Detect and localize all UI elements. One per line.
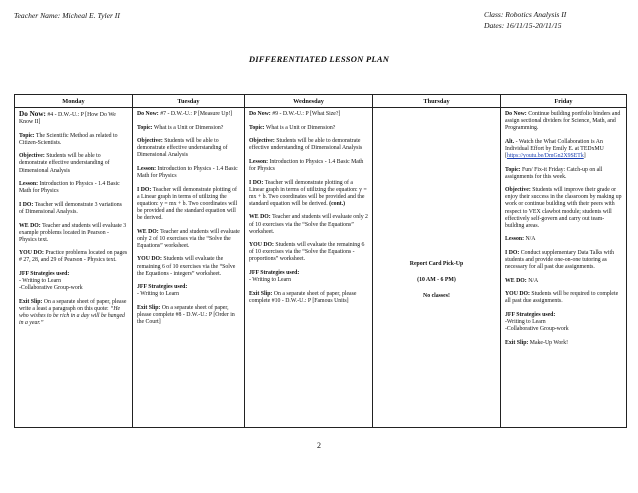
friday-wedo: WE DO: N/A: [505, 277, 539, 284]
dates: Dates: 16/11/15-20/11/15: [484, 21, 562, 30]
column-header-tuesday: Tuesday: [133, 95, 245, 108]
monday-ido: I DO: Teacher will demonstrate 3 variations of Dimensional Analysis.: [19, 201, 122, 215]
tuesday-exit-slip: Exit Slip: On a separate sheet of paper, please complete #8 - D.W.-U.: P [Order in the Court]: [137, 304, 235, 326]
friday-topic: Topic: Fun/ Fix-it Friday: Catch-up on all assignments for this week.: [505, 166, 603, 180]
monday-objective: Objective: Students will be able to demonstrate effective understanding of Dimensional Analysis: [19, 153, 110, 174]
tuesday-jff: JFF Strategies used: - Writing to Learn: [137, 284, 188, 298]
thursday-report-card: Report Card Pick-Up: [409, 261, 464, 267]
monday-youdo: YOU DO: Practice problems located on pages # 27, 28, and 29 of Pearson - Physics text.: [19, 250, 128, 264]
wednesday-donow: Do Now: #9 - D.W.-U.: P [What Size?]: [249, 111, 341, 117]
monday-lesson: Lesson: Introduction to Physics - 1.4 Basic Math for Physics: [19, 181, 120, 195]
friday-objective: Objective: Students will improve their grade or enjoy their success in the classroom by making up work or continue building with their peers with respect to VEX clawbot module; students will effectively self-govern and carry out team-building areas.: [505, 187, 622, 229]
friday-exit-slip: Exit Slip: Make-Up Work!: [505, 339, 569, 346]
monday-topic: Topic: The Scientific Method as related to Citizen-Scientists.: [19, 132, 118, 146]
table-header-row: [15, 95, 627, 108]
wednesday-youdo: YOU DO: Students will evaluate the remaining 6 of 10 exercises via the “Solve the Equations - proportions” worksheet.: [249, 242, 365, 263]
wednesday-topic: Topic: What is a Unit or Dimension?: [249, 124, 336, 131]
column-header-monday: Monday: [15, 95, 133, 108]
thursday-no-classes: No classes!: [423, 293, 450, 300]
monday-wedo: WE DO: Teacher and students will evaluate 3 example problems located in Pearson - Physics text.: [19, 222, 127, 243]
wednesday-jff: JFF Strategies used: - Writing to Learn: [249, 270, 300, 284]
friday-donow: Do Now: Continue building portfolio binders and assign sectional dividers for Science, Math, and Programming.: [505, 111, 621, 132]
monday-donow: Do Now: #4 - D.W.-U.: P [How Do We Know II]: [19, 110, 116, 126]
wednesday-cell: [245, 108, 373, 428]
column-header-friday: Friday: [501, 95, 627, 108]
table-row: [15, 108, 627, 428]
friday-cell: [501, 108, 627, 428]
tuesday-youdo: YOU DO: Students will evaluate the remaining 6 of 10 exercises via the “Solve the Equations - integers” worksheet.: [137, 256, 236, 277]
wednesday-lesson: Lesson: Introduction to Physics - 1.4 Basic Math for Physics: [249, 158, 364, 172]
thursday-hours: (10 AM - 6 PM): [417, 277, 456, 284]
monday-exit-slip: Exit Slip: On a separate sheet of paper, please write a least a paragraph on this quote: “He who wishes to be rich in a day will be hanged in a year.”: [19, 298, 127, 327]
video-link[interactable]: https://youtu.be/DmGn2X9SETk: [506, 152, 584, 159]
class-name: Class: Robotics Analysis II: [484, 10, 567, 19]
friday-ido: I DO: Conduct supplementary Data Talks with students and provide one-on-one tutoring as necessary for all past due assignments.: [505, 249, 614, 271]
tuesday-cell: [133, 108, 245, 428]
friday-lesson: Lesson: N/A: [505, 236, 536, 243]
friday-youdo: YOU DO: Students will be required to complete all past due assignments.: [505, 291, 619, 305]
friday-jff: JFF Strategies used: -Writing to Learn -Collaborative Group-work: [505, 311, 569, 333]
page-number: 2: [317, 441, 321, 450]
thursday-cell: [373, 108, 501, 428]
teacher-name: Teacher Name: Micheal E. Tyler II: [14, 11, 120, 20]
wednesday-exit-slip: Exit Slip: On a separate sheet of paper, please complete #10 - D.W.-U.: P [Famous Units]: [249, 290, 357, 304]
monday-cell: [15, 108, 133, 428]
wednesday-objective: Objective: Students will be able to demonstrate effective understanding of Dimensional Analysis: [249, 138, 363, 152]
column-header-thursday: Thursday: [373, 95, 501, 108]
column-header-wednesday: Wednesday: [245, 95, 373, 108]
friday-alt: Alt. - Watch the What Collaboration is An Individual Effort by Emily E. at TEDxMU [https://youtu.be/DmGn2X9SETk]: [505, 138, 604, 159]
tuesday-topic: Topic: What is a Unit or Dimension?: [137, 124, 224, 131]
tuesday-wedo: WE DO: Teacher and students will evaluate only 2 of 10 exercises via the “Solve the Equations” worksheet.: [137, 228, 240, 249]
tuesday-donow: Do Now: #7 - D.W.-U.: P [Measure Up!]: [137, 111, 233, 117]
tuesday-lesson: Lesson: Introduction to Physics - 1.4 Basic Math for Physics: [137, 165, 238, 180]
class-and-dates: [484, 9, 566, 31]
lesson-plan-table: [14, 94, 627, 428]
monday-jff: JFF Strategies used: - Writing to Learn -Collaborative Group-work: [19, 271, 83, 292]
document-title: DIFFERENTIATED LESSON PLAN: [248, 54, 390, 64]
wednesday-wedo: WE DO: Teacher and students will evaluate only 2 of 10 exercises via the “Solve the Equations” worksheet.: [249, 214, 368, 235]
tuesday-ido: I DO: Teacher will demonstrate plotting of a Linear graph in terms of utilizing the equation: y = mx + b. Two coordinates will be provided and the standard equation will be derived.: [137, 186, 238, 222]
tuesday-objective: Objective: Students will be able to demonstrate effective understanding of Dimensional Analysis: [137, 138, 228, 159]
wednesday-ido: I DO: Teacher will demonstrate plotting of a Linear graph in terms of utilizing the equation: y = mx + b. Two coordinates will be provided and the standard equation will be derived. (cont.): [249, 179, 367, 207]
